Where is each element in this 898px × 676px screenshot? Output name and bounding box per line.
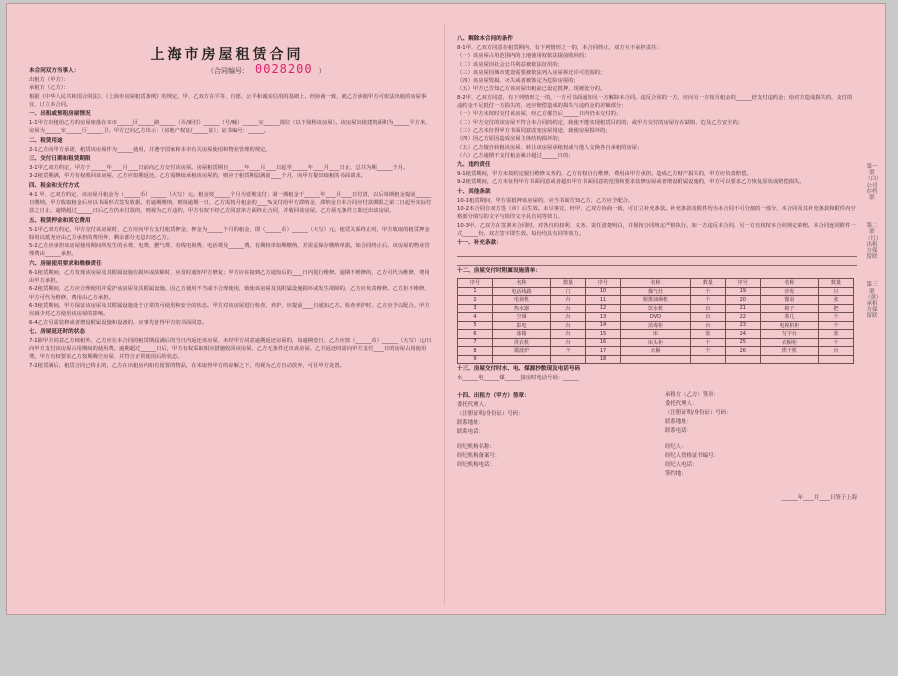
table-cell: 9 [458, 355, 493, 364]
lessee-phone: 联系电话： [665, 427, 692, 434]
copy-labels [865, 164, 879, 342]
table-cell: 20 [725, 296, 760, 305]
table-cell: 张 [818, 330, 853, 339]
section-4-para-1: 4-1 甲、乙双方约定，该房屋月租金为（______币）______（大写）元。租金按______个月为壹期支付；第一期租金于______年____月____日付清，以后每期租金提前______日缴纳。甲方收取租金后应以书面形式签发收据。若逾期缴纳，则每逾期一日，乙方需按月租金的____%支付给甲方滞纳金，滞纳金自本合同应付款期限之第二日起至实际付款之日止。逾期超过______日后乙方仍未付款的，则视为乙方违约，甲方有权不经乙方同意单方面终止合同，并收回该房屋。乙方须无条件立即迁出该房屋。 [29, 191, 432, 215]
section-8-item-2: （二）甲方交付的该房屋不符合本合同的约定，致使不能实现租赁目的的；或甲方交付的房屋存在缺陷、危及乙方安全的； [457, 119, 744, 126]
section-1-para-1: 1-1甲方出租给乙方的房屋座落在本市______区______路______（弄/新村）______（号/幢）______室______部位（以下简称该房屋）。该房屋出租建筑面积为______平方米，房屋为______室______厅______卫。甲方已向乙方出示：（房地产权证/______证）；证书编号：______。 [29, 120, 431, 135]
lessee-agent: 委托代理人： [665, 400, 698, 407]
table-cell: 张 [818, 296, 853, 305]
table-cell: 台 [690, 304, 725, 313]
lessor-line: 出租方（甲方）： [29, 77, 69, 83]
table-cell: 个 [818, 313, 853, 322]
table-cell: 23 [725, 321, 760, 330]
sign-date: ______年____月____日签于上海 [781, 494, 857, 501]
table-cell [818, 355, 853, 364]
section-8-item: （三）该房屋因城市建设需要被依法列入房屋拆迁许可范围的； [457, 69, 606, 76]
section-6-para-4: 6-4乙方另需装修或者增设附属设施和设备的，应事先征得甲方的书面同意。 [29, 319, 208, 326]
table-cell: 台 [551, 338, 586, 347]
table-header-row [458, 279, 854, 288]
table-cell: 7 [458, 338, 493, 347]
broker-name: 经纪机构名称： [457, 443, 495, 450]
table-cell: 床 [621, 330, 691, 339]
section-6-heading: 六、房屋使用要求和维修责任 [29, 260, 102, 267]
table-cell [621, 355, 691, 364]
table-cell: 16 [586, 338, 621, 347]
table-cell: 15 [586, 330, 621, 339]
lessee-line: 承租方（乙方）： [29, 85, 69, 92]
table-row [458, 355, 854, 364]
section-10-heading: 十、其他条款 [457, 188, 491, 195]
table-cell: 沙发 [760, 287, 818, 296]
section-8-item: （二）该房屋因社会公共利益被依法征用的； [457, 61, 563, 68]
table-cell [551, 355, 586, 364]
section-8-item-2: （四）因乙方原因造成房屋主体结构损坏的； [457, 136, 563, 143]
table-cell: 门 [551, 287, 586, 296]
lessor-id: （注册证明/身份证）号码： [457, 410, 524, 417]
table-cell: 台 [690, 321, 725, 330]
col-header: 序号 [458, 279, 493, 288]
section-8-item-2: （五）乙方擅自转租该房屋、转让该房屋承租权或与他人交换各自承租的房屋； [457, 144, 643, 151]
section-8-heading: 八、解除本合同的条件 [457, 36, 513, 42]
broker-org [457, 443, 649, 479]
section-10-para-1: 10-1租赁期间，甲方需抵押该房屋的，应当书面告知乙方，乙方应予配合。 [457, 197, 634, 204]
lessee-address: 联系地址： [665, 418, 692, 425]
facilities-table [457, 278, 854, 364]
table-cell: DVD [621, 313, 691, 322]
copy-label-3: 第三联（黄）承租方保留联 [865, 282, 879, 320]
table-cell [725, 355, 760, 364]
col-header: 数量 [690, 279, 725, 288]
section-12-heading: 十二、房屋交付时附属设施清单： [457, 268, 541, 275]
lessee-signature [665, 391, 857, 437]
section-8-item: （五）甲方已告知乙方该房屋出租前已设定抵押，现被处分的。 [457, 86, 606, 93]
table-cell: 26 [725, 347, 760, 356]
intro-paragraph: 根据《中华人民共和国合同法》、《上海市房屋租赁条例》的规定，甲、乙双方在平等、自愿、公平和诚实信用的基础上，经协商一致，就乙方承租甲方可依法出租的房屋事宜，订立本合同。 [29, 93, 427, 108]
section-6-para-3: 6-3租赁期间，甲方保证该房屋及其附属设施处于正常的可使用和安全的状态。甲方对该房屋进行检查、养护，应提前____日通知乙方。检查养护时，乙方应予以配合。甲方应减少对乙方使用该房屋的影响。 [29, 302, 430, 318]
section-10-para-2: 10-2本合同自双方签（章）后生效。未尽事宜，经甲、乙双方协商一致，可订立补充条款。补充条款及附件均为本合同不可分割的一部分，本合同及其补充条款和附件内空格部分填写的文字与铅印文字具有同等效力。 [457, 206, 856, 221]
table-cell: 床头柜 [621, 338, 691, 347]
table-cell: 饮水机 [621, 304, 691, 313]
col-header: 名称 [760, 279, 818, 288]
fold-line [444, 24, 445, 604]
table-cell: 8 [458, 347, 493, 356]
table-cell [492, 355, 550, 364]
table-cell: 18 [586, 355, 621, 364]
table-cell: 电话线路 [492, 287, 550, 296]
parties-heading: 本合同双方当事人： [29, 68, 80, 74]
table-cell: 14 [586, 321, 621, 330]
table-cell: 个 [690, 338, 725, 347]
table-cell [690, 355, 725, 364]
table-cell: 个 [818, 338, 853, 347]
lessor-address: 联系地址： [457, 419, 484, 426]
section-9-heading: 九、违约责任 [457, 162, 491, 169]
section-8-item: （一）该房屋占用范围内的土地使用权依法提前收回的； [457, 53, 590, 60]
page-title: 上海市房屋租赁合同 [150, 47, 304, 63]
table-cell [760, 355, 818, 364]
table-cell: 茶几 [760, 313, 818, 322]
sign-place: 签约地： [665, 470, 687, 477]
table-cell: 煤气灶 [621, 287, 691, 296]
col-header: 数量 [551, 279, 586, 288]
table-cell: 写字台 [760, 330, 818, 339]
table-cell: 张 [690, 330, 725, 339]
section-6-para-1: 6-1租赁期间，乙方发现该房屋及其附属设施有损坏或故障时，应及时通知甲方修复；甲方应在接到乙方通知后的____日内进行维修。逾期不维修的，乙方可代为维修，费用由甲方承担。 [29, 269, 430, 285]
section-8-item-2: （一）甲方未按时交付该房屋，经乙方催告后______日内仍未交付的； [457, 111, 622, 118]
section-3-heading: 三、交付日期和租赁期限 [29, 156, 91, 163]
table-row [458, 287, 854, 296]
lessor-phone: 联系电话： [457, 428, 484, 435]
table-cell: 冰箱 [492, 330, 550, 339]
table-cell: 1 [458, 287, 493, 296]
table-row [458, 304, 854, 313]
table-cell: 台 [551, 330, 586, 339]
contract-no-label: （合同编号： [207, 67, 249, 75]
section-10-para-3: 10-3甲、乙双方在签署本合同时，对各自的权利、义务、责任清楚明白，并愿按合同规定严格执行。如一方违反本合同，另一方有权按本合同规定索赔。本合同连同附件一式______份，双方签字即生效。每份均具有同等效力。 [457, 222, 856, 237]
table-cell: 台 [551, 296, 586, 305]
col-header: 序号 [586, 279, 621, 288]
supplement-line [457, 248, 857, 257]
table-cell: 13 [586, 313, 621, 322]
section-8-para-2: 8-2甲、乙双方同意，有下列情形之一的，一方可书面通知另一方解除本合同。违反合同的一方，应向另一方按月租金的______倍支付违约金；给对方造成损失的，支付的违约金不足抵付一方损失的，还应赔偿造成的损失与违约金的差额部分： [457, 94, 853, 110]
lessor-agent: 委托代理人： [457, 401, 490, 408]
table-row [458, 313, 854, 322]
table-cell: 11 [586, 296, 621, 305]
table-cell: 电视机 [492, 296, 550, 305]
table-row [458, 330, 854, 339]
table-cell: 台 [551, 321, 586, 330]
lessee-id: （注册证明/身份证）号码： [665, 409, 732, 416]
section-3-para-2: 3-2租赁期满，甲方有权收回该房屋，乙方应如期返还。乙方需继续承租该房屋的，则应于租赁期届满前____个月，向甲方提出续租的书面请求。 [29, 173, 367, 180]
section-13-heading: 十三、房屋交付时水、电、煤源抄数现及电话号码 [457, 366, 581, 373]
supplement-line [457, 257, 857, 266]
table-cell: 微波炉 [492, 347, 550, 356]
left-column [29, 66, 433, 676]
table-cell: 洗衣机 [492, 338, 550, 347]
section-7-heading: 七、房屋返还时的状态 [29, 328, 85, 335]
section-4-heading: 四、租金和支付方式 [29, 182, 80, 189]
table-cell: 21 [725, 304, 760, 313]
table-cell: 个 [690, 296, 725, 305]
section-8-item: （四）该房屋毁损、灭失或者被鉴定为危险房屋的； [457, 78, 579, 85]
col-header: 名称 [621, 279, 691, 288]
table-row [458, 347, 854, 356]
table-cell: 脱排油烟机 [621, 296, 691, 305]
section-7-para-1: 7-1除甲方同意乙方续租外，乙方应在本合同的租赁期届满后的当日内返还该房屋，未经甲方同意逾期返还房屋的，每逾期壹日，乙方应按（______币）______（大写）元/日向甲方支付该房屋占用期间的使用费。逾期超过______日后，甲方有权采取相应措施收回该房屋，乙方无条件迁出该房屋。乙方返还时需向甲方支付____日的房屋占用使用费。甲方有权要求乙方按期腾空房屋，并符合正常使用后的状态。 [29, 337, 432, 361]
table-cell: 个 [551, 347, 586, 356]
copy-label-1: 第一联（白）公司存档联 [865, 164, 879, 202]
table-cell: 19 [725, 287, 760, 296]
broker-agent [665, 443, 857, 479]
table-cell: 餐桌 [760, 296, 818, 305]
table-cell: 12 [586, 304, 621, 313]
col-header: 序号 [725, 279, 760, 288]
table-cell: 25 [725, 338, 760, 347]
table-cell: 台 [551, 313, 586, 322]
section-2-heading: 二、租赁用途 [29, 137, 63, 144]
broker-phone: 经纪机构电话： [457, 461, 495, 468]
col-header: 名称 [492, 279, 550, 288]
table-cell: 把 [818, 304, 853, 313]
section-9-para-2: 9-2租赁期间，乙方未征得甲方书面同意或者超出甲方书面同意的范围和要求装修房屋或者增设附属设施的，甲方可以要求乙方恢复原状或赔偿损失。 [457, 179, 805, 186]
table-cell: 热水器 [492, 304, 550, 313]
table-row [458, 321, 854, 330]
right-column [457, 34, 857, 644]
table-row [458, 338, 854, 347]
table-cell: 17 [586, 347, 621, 356]
broker-block [457, 443, 857, 479]
table-cell: 3 [458, 304, 493, 313]
table-cell: 5 [458, 321, 493, 330]
table-cell: 消毒柜 [621, 321, 691, 330]
broker-person: 经纪人： [665, 443, 687, 450]
section-11-heading: 十一、补充条款： [457, 240, 502, 247]
table-cell: 电视机柜 [760, 321, 818, 330]
lessee-sign-label: 承租方（乙方）签章： [665, 391, 719, 398]
broker-agent-phone: 经纪人电话： [665, 461, 698, 468]
table-cell: 衣橱柜 [760, 338, 818, 347]
table-cell: 2 [458, 296, 493, 305]
table-cell: 22 [725, 313, 760, 322]
contract-sheet [6, 3, 886, 615]
section-5-para-1: 5-1甲乙双方约定，甲方交付该房屋时，乙方应向甲方支付租赁押金，押金为______个月的租金，即（______币）______（大写）元。租赁关系终止时，甲方收取的租赁押金除用以抵充应由乙方承担的费用外，剩余部分无息归还乙方。 [29, 226, 430, 241]
table-cell: 个 [690, 287, 725, 296]
table-cell: 椅子 [760, 304, 818, 313]
section-1-heading: 一、出租或预租房屋情况 [29, 111, 91, 118]
section-8-item-2: （三）乙方未征得甲方书面同意改变房屋用途，致使房屋损坏的； [457, 127, 611, 134]
contract-no-value: 0028200 [255, 62, 313, 76]
signature-block [457, 391, 857, 437]
section-2-para-1: 2-1乙方向甲方承诺，租赁该房屋作为______使用，并遵守国家和本市有关房屋使用和物业管理的规定。 [29, 146, 271, 153]
table-cell: 6 [458, 330, 493, 339]
section-3-para-1: 3-1甲乙双方约定，甲方于______年____月____日前向乙方交付该房屋。房屋租赁期自______年____月____日起至______年____月____日止，总共为期______个月。 [29, 165, 409, 172]
table-cell: 空调 [492, 313, 550, 322]
section-7-para-2: 7-2租赁满后，租赁合同已终止的，乙方在出租房内如有留置的物品，在未取得甲方的谅解之下，均视为乙方自动放弃，可任甲方处置。 [29, 362, 345, 369]
table-cell: 衣橱 [621, 347, 691, 356]
table-cell: 4 [458, 313, 493, 322]
table-cell: 个 [690, 347, 725, 356]
section-5-heading: 五、租赁押金和其它费用 [29, 217, 91, 224]
table-cell: 台 [551, 304, 586, 313]
section-8-item-2: （六）乙方逾期不支付租金累计超过______日的； [457, 152, 574, 159]
section-9-para-1: 9-1租赁期间，甲方未按约定履行维修义务的，乙方有权自行维修，费用由甲方承担。造成乙方财产损失的，甲方应负责赔偿。 [457, 171, 752, 178]
lessor-signature [457, 391, 649, 437]
table-cell: 10 [586, 287, 621, 296]
utility-readings-line: 水______电______煤______接房时电话号码：______ [457, 375, 579, 382]
contract-no-close: ） [318, 67, 326, 75]
table-cell: 烘干机 [760, 347, 818, 356]
table-cell: 个 [818, 321, 853, 330]
table-cell: 影电 [492, 321, 550, 330]
table-cell: 台 [690, 313, 725, 322]
section-8-para-1: 8-1甲、乙双方同意在租赁期内，有下列情形之一的，本合同终止，双方互不承担责任： [457, 45, 662, 51]
table-cell: 只 [818, 287, 853, 296]
section-6-para-2: 6-2租赁期间，乙方应合理使用并爱护该房屋及其附属设施。因乙方使用不当或不合理使用，致使该房屋及其附属设施损坏或发生故障的，乙方应负责维修。乙方拒不维修，甲方可代为维修，费用由乙方承担。 [29, 286, 430, 301]
broker-cert: 经纪人资格证书编号： [665, 452, 719, 459]
section-5-para-2: 5-2乙方应承担该房屋使用期间所发生的水费、电费、燃气费、有线电视费、电话费及______费。有期权单如期缴纳，并需妥保存缴纳单据。如合同终止后，该房屋的物业管理费由______承担。 [29, 243, 430, 258]
table-row [458, 296, 854, 305]
copy-label-2: 第二联（红）出租方保留联 [865, 223, 879, 261]
table-body [458, 287, 854, 364]
broker-record: 经纪机构备案号： [457, 452, 501, 459]
table-cell: 台 [818, 347, 853, 356]
col-header: 数量 [818, 279, 853, 288]
table-cell: 24 [725, 330, 760, 339]
lessor-sign-label: 十四、出租方（甲方）签章： [457, 392, 530, 399]
